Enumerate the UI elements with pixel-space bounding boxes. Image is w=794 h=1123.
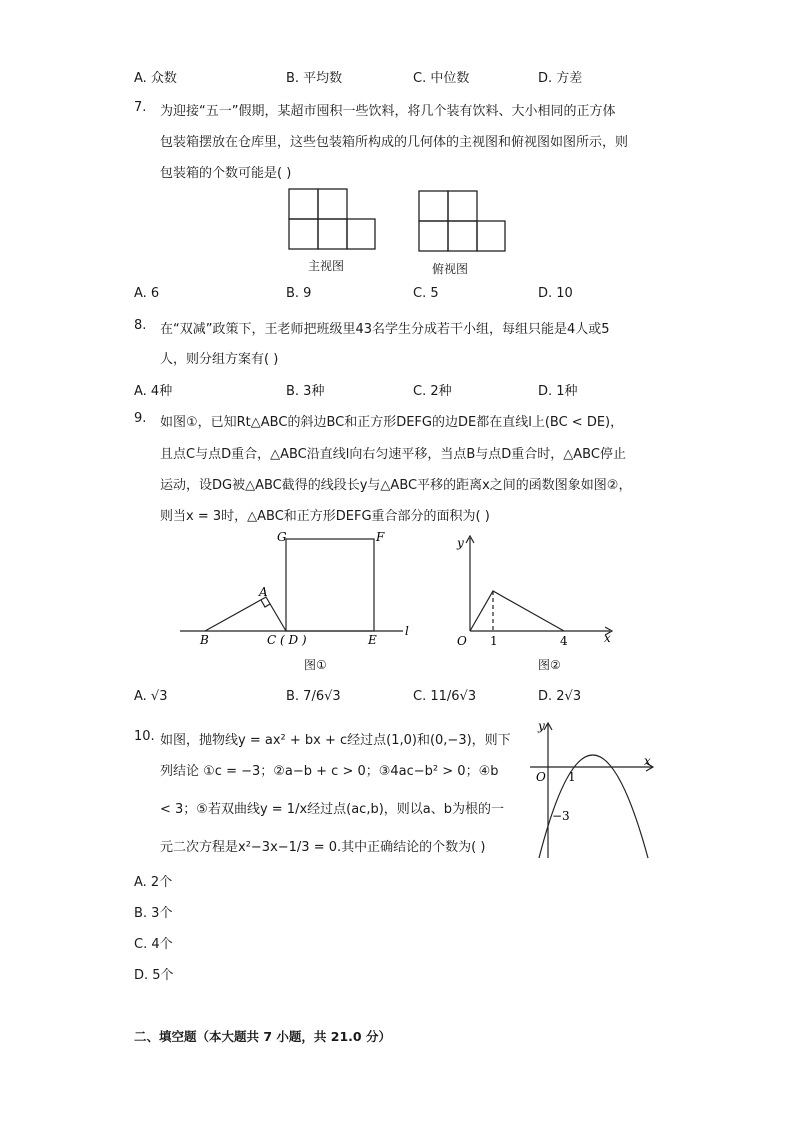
q9-figure-1 xyxy=(175,525,425,655)
q7-option-b[interactable]: B. 9 xyxy=(286,286,312,301)
fig1-label-g: G xyxy=(277,530,287,544)
q10-parabola-figure xyxy=(530,715,660,860)
fig2-label-x: x xyxy=(604,631,611,645)
q9-line-2: 且点C与点D重合，△ABC沿直线l向右匀速平移，当点B与点D重合时，△ABC停止 xyxy=(160,447,626,462)
q10-option-a[interactable]: A. 2个 xyxy=(134,875,173,890)
q7-line-3: 包装箱的个数可能是( ) xyxy=(160,166,292,181)
q8-option-a[interactable]: A. 4种 xyxy=(134,384,173,399)
q10-option-d[interactable]: D. 5个 xyxy=(134,968,174,983)
fig1-caption: 图① xyxy=(304,658,327,672)
q9-option-c[interactable]: C. 11/6√3 xyxy=(413,689,477,704)
q8-option-d[interactable]: D. 1种 xyxy=(538,384,578,399)
q9-line-4: 则当x = 3时，△ABC和正方形DEFG重合部分的面积为( ) xyxy=(160,509,490,524)
fig1-label-e: E xyxy=(368,633,377,647)
section-2-heading: 二、填空题（本大题共 7 小题，共 21.0 分） xyxy=(134,1029,391,1044)
q10-line-1: 如图，抛物线y = ax² + bx + c经过点(1,0)和(0,−3)，则下 xyxy=(160,733,511,748)
fig1-label-f: F xyxy=(376,530,385,544)
q10-option-b[interactable]: B. 3个 xyxy=(134,906,173,921)
fig2-caption: 图② xyxy=(538,658,561,672)
q10-fig-tick-neg3: −3 xyxy=(552,809,570,823)
fig1-label-cd: C ( D ) xyxy=(267,633,307,647)
q10-number: 10. xyxy=(134,729,155,744)
q10-line-3: < 3；⑤若双曲线y = 1/x经过点(ac,b)，则以a、b为根的一 xyxy=(160,802,505,817)
q9-line-1: 如图①，已知Rt△ABC的斜边BC和正方形DEFG的边DE都在直线l上(BC < DE)， xyxy=(160,415,624,430)
q10-option-c[interactable]: C. 4个 xyxy=(134,937,173,952)
q8-line-2: 人，则分组方案有( ) xyxy=(160,352,279,367)
q9-option-d[interactable]: D. 2√3 xyxy=(538,689,582,704)
fig2-tick-4: 4 xyxy=(560,634,568,648)
fig2-label-o: O xyxy=(457,634,467,648)
q7-front-view-caption: 主视图 xyxy=(308,259,345,273)
q8-number: 8. xyxy=(134,318,147,333)
q6-option-c[interactable]: C. 中位数 xyxy=(413,71,470,86)
q7-number: 7. xyxy=(134,100,147,115)
fig2-label-y: y xyxy=(457,536,464,550)
q9-number: 9. xyxy=(134,411,147,426)
q7-option-a[interactable]: A. 6 xyxy=(134,286,160,301)
q10-fig-label-x: x xyxy=(644,754,651,768)
fig1-label-b: B xyxy=(200,633,209,647)
q8-option-c[interactable]: C. 2种 xyxy=(413,384,452,399)
q9-option-b[interactable]: B. 7/6√3 xyxy=(286,689,341,704)
fig1-label-a: A xyxy=(259,585,268,599)
q7-line-2: 包装箱摆放在仓库里，这些包装箱所构成的几何体的主视图和俯视图如图所示，则 xyxy=(160,135,629,150)
q8-option-b[interactable]: B. 3种 xyxy=(286,384,325,399)
fig1-label-l: l xyxy=(405,624,409,638)
fig2-tick-1: 1 xyxy=(490,634,498,648)
q9-option-a[interactable]: A. √3 xyxy=(134,689,168,704)
q6-option-d[interactable]: D. 方差 xyxy=(538,71,583,86)
q7-option-c[interactable]: C. 5 xyxy=(413,286,439,301)
q10-fig-label-y: y xyxy=(538,719,545,733)
q9-line-3: 运动，设DG被△ABC截得的线段长y与△ABC平移的距离x之间的函数图象如图②， xyxy=(160,478,632,493)
q10-fig-label-o: O xyxy=(536,770,546,784)
q7-line-1: 为迎接“五一”假期，某超市囤积一些饮料，将几个装有饮料、大小相同的正方体 xyxy=(160,104,616,119)
q6-option-b[interactable]: B. 平均数 xyxy=(286,71,343,86)
q8-line-1: 在“双减”政策下，王老师把班级里43名学生分成若干小组，每组只能是4人或5 xyxy=(160,322,610,337)
q10-fig-tick-1: 1 xyxy=(568,770,576,784)
q10-line-2: 列结论 ①c = −3；②a−b + c > 0；③4ac−b² > 0；④b xyxy=(160,764,499,779)
q7-top-view-caption: 俯视图 xyxy=(432,262,469,276)
q7-option-d[interactable]: D. 10 xyxy=(538,286,573,301)
q6-option-a[interactable]: A. 众数 xyxy=(134,71,177,86)
q7-top-view-figure xyxy=(418,190,508,252)
q10-line-4: 元二次方程是x²−3x−1/3 = 0.其中正确结论的个数为( ) xyxy=(160,840,486,855)
q9-figure-2 xyxy=(450,530,620,655)
q7-front-view-figure xyxy=(288,188,378,250)
